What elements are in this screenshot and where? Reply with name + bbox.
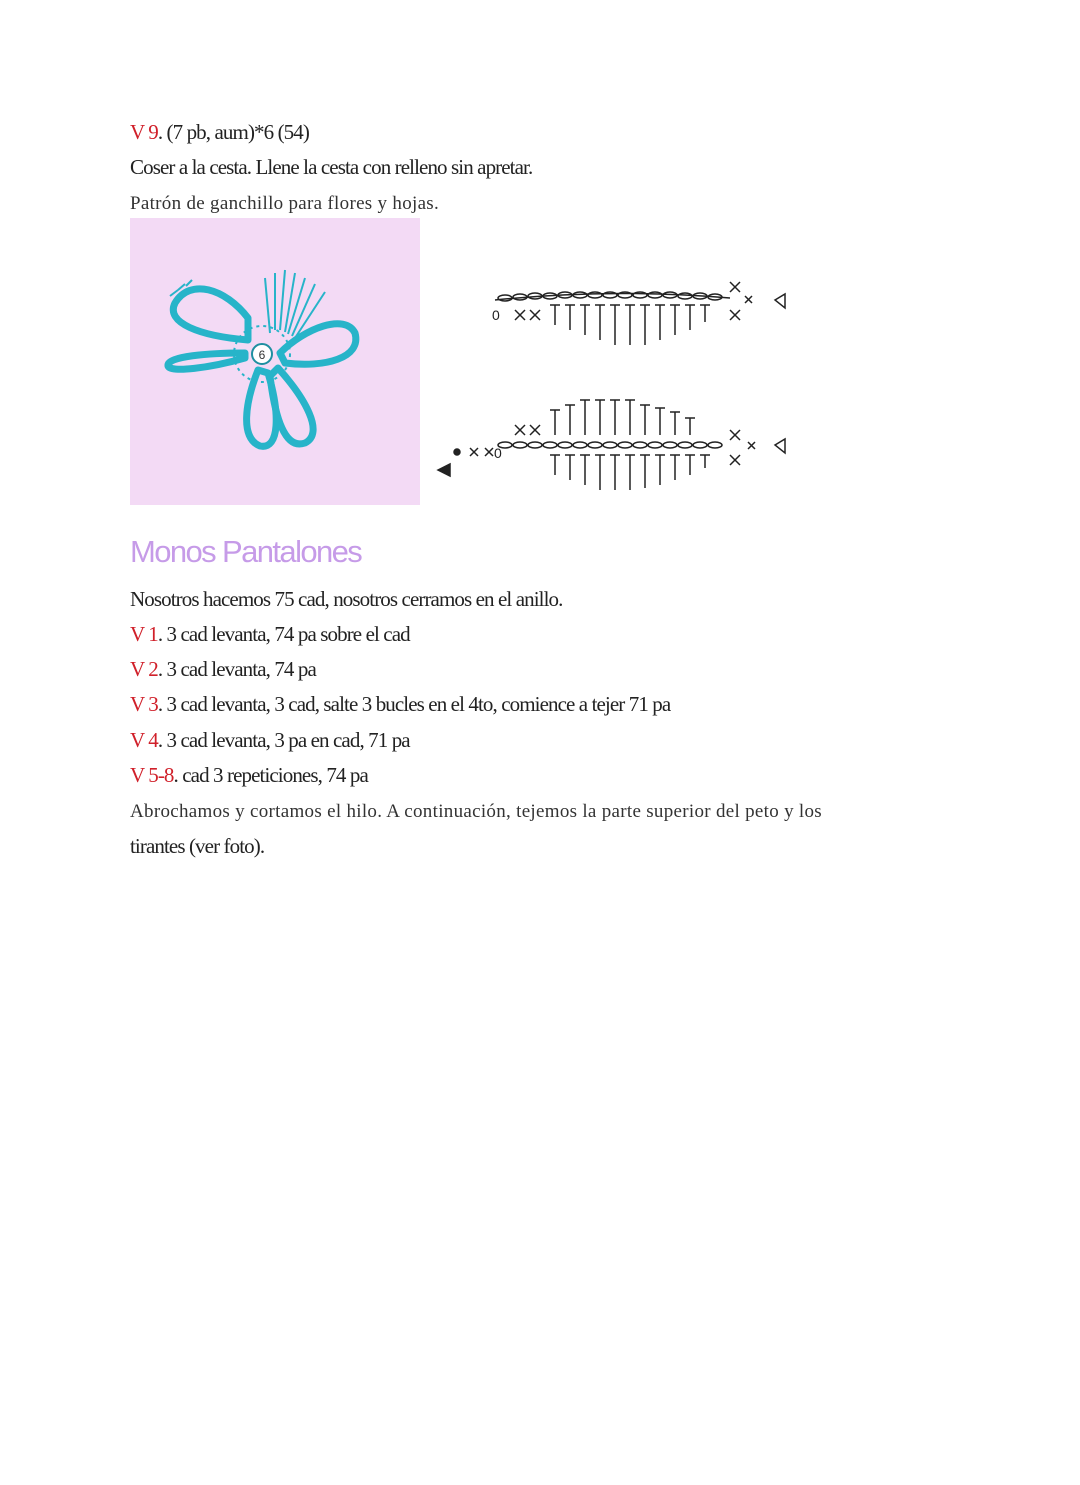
- round-text: . 3 cad levanta, 3 pa en cad, 71 pa: [157, 728, 410, 752]
- round-text: . 3 cad levanta, 74 pa sobre el cad: [157, 622, 410, 646]
- round-label: V 1: [130, 622, 158, 646]
- svg-text:0: 0: [492, 307, 500, 323]
- pattern-caption: Patrón de ganchillo para flores y hojas.: [130, 193, 440, 214]
- round-5-8-line: [130, 763, 368, 788]
- closing-text-line-2: tirantes (ver foto).: [130, 834, 265, 858]
- round-9-line: [130, 120, 309, 145]
- flower-petal: [280, 324, 356, 365]
- round-label: V 2: [130, 657, 158, 681]
- round-text: . cad 3 repeticiones, 74 pa: [173, 763, 368, 787]
- leaf-chart-diagram: [430, 240, 800, 500]
- leaf-chart-bottom: [438, 400, 785, 490]
- flower-center-label: 6: [258, 348, 266, 362]
- round-label: V 3: [130, 692, 158, 716]
- flower-diagram: [130, 218, 420, 505]
- round-2-line: [130, 657, 316, 682]
- flower-petal: [173, 289, 248, 340]
- round-1-line: [130, 622, 410, 647]
- round-label: V 9: [130, 120, 158, 144]
- round-3-line: [130, 692, 670, 717]
- leaf-chart-top: [492, 282, 785, 345]
- round-4-line: [130, 728, 410, 753]
- round-label: V 4: [130, 728, 158, 752]
- sew-instruction: Coser a la cesta. Llene la cesta con relleno sin apretar.: [130, 155, 533, 179]
- section-intro: Nosotros hacemos 75 cad, nosotros cerramos en el anillo.: [130, 587, 563, 611]
- section-heading: Monos Pantalones: [130, 534, 362, 569]
- svg-text:0: 0: [494, 445, 502, 461]
- round-label: V 5-8: [130, 763, 174, 787]
- round-text: . (7 pb, aum)*6 (54): [157, 120, 309, 144]
- round-text: . 3 cad levanta, 3 cad, salte 3 bucles en el 4to, comience a tejer 71 pa: [157, 692, 671, 716]
- closing-text-line-1: Abrochamos y cortamos el hilo. A continuación, tejemos la parte superior del peto y los: [130, 801, 822, 822]
- round-text: . 3 cad levanta, 74 pa: [157, 657, 316, 681]
